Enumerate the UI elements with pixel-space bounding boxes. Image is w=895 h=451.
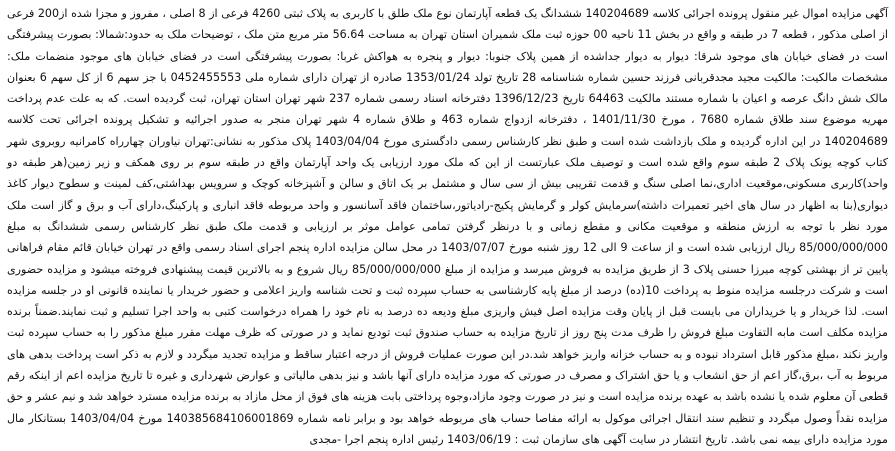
- auction-notice-text: آگهی مزایده اموال غیر منقول پرونده اجرائی کلاسه 140204689 ششدانگ یک قطعه آپارتمان نوع ملک طلق با کاربری به پلاک ثبتی 4260 فرعی از 8 اصلی ، مفروز و مجزا شده از200 فرعی از اصلی مذکور ، قطعه 7 در طبقه و واقع در بخش 11 ناحیه 00 حوزه ثبت ملک شمیران استان تهران به مساحت 56.64 متر مربع متن ملک ، توضیحات ملک به حدود:شمالا: بصورت پیشرفتگی است در فضای خیابان های موجود شرقا: دیوار به دیوار جداشده از همین پلاک جنوبا: دیوار و پنجره به هواکش غربا: بصورت پیشرفتگی است در فضای خیابان های موجود منضمات ملک: مشخصات مالکیت: مالکیت مجید مجدقربانی فرزند حسین شماره شناسنامه 28 تاریخ تولد 1353/01/24 صادره از تهران دارای شماره ملی 0452455553 با جز سهم 6 از کل سهم 6 بعنوان مالک شش دانگ عرصه و اعیان با شماره مستند مالکیت 64463 تاریخ 1396/12/23 دفترخانه اسناد رسمی شماره 237 شهر تهران استان تهران، ثبت گردیده است. که به علت عدم پرداخت مهریه موضوع سند طلاق شماره 7680 ، مورخ 1401/11/30 ، دفترخانه ازدواج شماره 463 و طلاق شماره 4 شهر تهران منجر به صدور اجرائیه و تشکیل پرونده اجرائی تحت کلاسه 140204689 در این اداره گردیده و ملک بازداشت شده است و طبق نظر کارشناس رسمی دادگستری مورخ 1403/04/04 پلاک مذکور به نشانی:تهران نیاوران چهارراه کامرانیه روبروی شهر کتاب کوچه یونک پلاک 2 طبقه سوم واقع شده است و توصیف ملک عبارتست از این که ملک مورد ارزیابی یک واحد آپارتمان واقع در طبقه سوم بر روی همکف و زیر زمین(هر طبقه دو واحد)کاربری مسکونی،موقعیت اداری،نما اصلی سنگ و قدمت تقریبی بیش از سی سال و مشتمل بر یک اتاق و سالن و آشپزخانه کوچک و سرویس بهداشتی،کف لمینت و سطوح دیوار کاغذ دیواری(بنا به اظهار در سال های اخیر تعمیرات داشته)سرمایش کولر و گرمایش پکیج-رادیاتور،ساختمان فاقد آسانسور و واحد مربوطه فاقد انباری و پارکینگ،دارای آب و برق و گاز است ملک مورد نظر با توجه به ارزش منطقه و موقعیت مکانی و مقطع زمانی و با درنظر گرفتن تمامی عوامل موثر بر ارزیابی و قدمت ملک طبق نظر کارشناس رسمی ششدانگ به مبلغ 85/000/000/000 ریال ارزیابی شده است و از ساعت 9 الی 12 روز شنبه مورخ 1403/07/07 در محل سالن مزایده اداره پنجم اجرای اسناد رسمی واقع در تهران خیابان قائم مقام فراهانی پایین تر از بهشتی کوچه میرزا حسنی پلاک 3 از طریق مزایده به فروش میرسد و مزایده از مبلغ 85/000/000/000 ریال شروع و به بالاترین قیمت پیشنهادی فروخته میشود و مزایده حضوری است و شرکت درجلسه مزایده منوط به پرداخت 10(ده) درصد از مبلغ پایه کارشناسی به حساب سپرده ثبت و تحت شناسه واریز اعلامی و حضور خریدار یا نماینده قانونی او در جلسه مزایده است. لذا خریدار و یا خریداران می بایست قبل از پایان وقت مزایده اصل فیش واریزی مبلغ ودیعه ده درصد به نام خود را همراه درخواست کتبی به واحد اجرا تسلیم و ثبت نمایند.ضمناً برنده مزایده مکلف است مابه التفاوت مبلغ فروش را ظرف مدت پنج روز از تاریخ مزایده به حساب صندوق ثبت تودیع نماید و در صورتی که ظرف مهلت مقرر مبلغ مذکور را به حساب سپرده ثبت واریز نکند ،مبلغ مذکور قابل استرداد نبوده و به حساب خزانه واریز خواهد شد.در این صورت عملیات فروش از درجه اعتبار ساقط و مزایده تجدید میگردد و لازم به ذکر است پرداخت بدهی های مربوط به آب ،برق،گاز اعم از حق انشعاب و یا حق اشتراک و مصرف در صورتی که مورد مزایده دارای آنها باشد و نیز بدهی مالیاتی و عوارض شهرداری و غیره تا تاریخ مزایده اعم از اینکه رقم قطعی آن معلوم شده یا نشده باشد به عهده برنده مزایده است و نیز در صورت وجود مازاد،وجوه پرداختی بابت هزینه های فوق از محل مازاد به برنده مزایده مسترد خواهد شد و نیم عشر و حق مزایده نقداً وصول میگردد و تنظیم سند انتقال اجرائی موکول به ارائه مفاصا حساب های مربوطه خواهد بود و برابر نامه شماره 140385684106001869 مورخ 1403/04/04 بستانکار مال مورد مزایده دارای بیمه نمی باشد. تاریخ انتشار در سایت آگهی های سازمان ثبت : 1403/06/19 رئیس اداره پنجم اجرا -مجدی: [7, 7, 889, 446]
